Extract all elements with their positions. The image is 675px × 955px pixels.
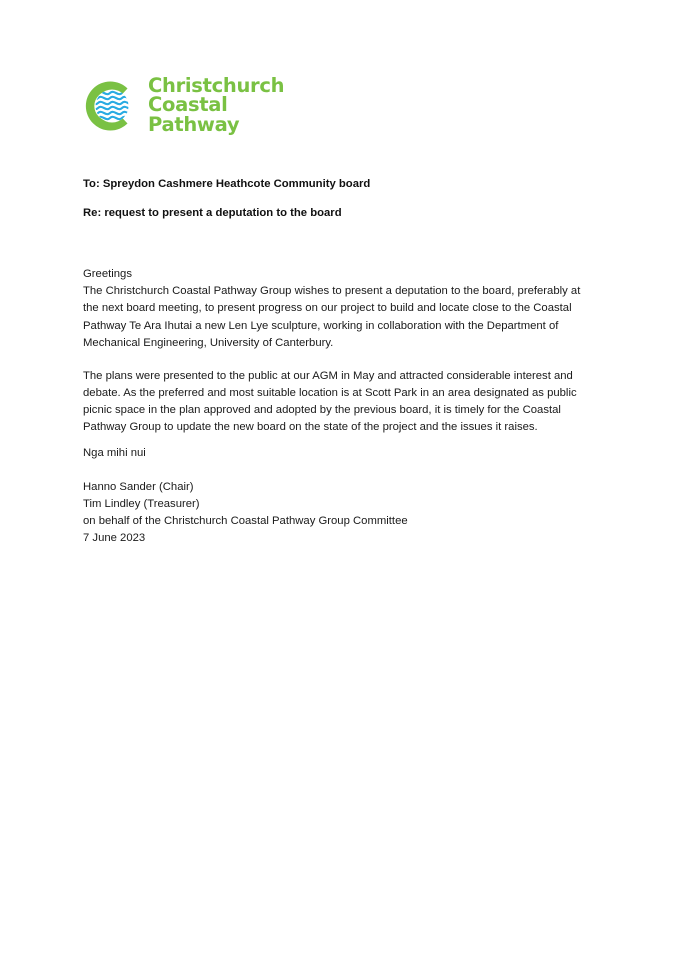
signature-block [83, 479, 585, 548]
signoff-line: Nga mihi nui [83, 447, 146, 460]
recipient-line: To: Spreydon Cashmere Heathcote Community board [83, 178, 371, 190]
body-paragraph-1: The Christchurch Coastal Pathway Group wishes to present a deputation to the board, preferably at the next board meeting, to present progress on our project to build and locate close to the Coastal Pathway Te Ara Ihutai a new Len Lye sculpture, working in collaboration with the Department of Mechanical Engineering, University of Canterbury. [83, 285, 581, 349]
coastal-pathway-mark-icon [79, 75, 141, 137]
body-paragraph-2: The plans were presented to the public at our AGM in May and attracted considerable interest and debate. As the preferred and most suitable location is at Scott Park in an area designated as public picnic space in the plan approved and adopted by the previous board, it is timely for the Coastal Pathway Group to update the new board on the state of the project and the issues it raises. [83, 369, 577, 434]
greeting-line: Greetings [83, 268, 132, 281]
logo-wordmark-line-1: Christchurch [148, 74, 285, 98]
logo-wordmark-line-2: Coastal [148, 93, 228, 117]
letter-date: 7 June 2023 [83, 532, 146, 545]
letter-content [83, 176, 585, 547]
logo-wordmark [148, 76, 284, 136]
signatory-chair: Hanno Sander (Chair) [83, 480, 194, 493]
on-behalf-line: on behalf of the Christchurch Coastal Pathway Group Committee [83, 514, 408, 527]
signatory-treasurer: Tim Lindley (Treasurer) [83, 497, 200, 510]
subject-line: Re: request to present a deputation to the board [83, 207, 342, 220]
logo-wordmark-line-3: Pathway [148, 112, 240, 136]
organisation-logo [79, 72, 285, 140]
letter-body [83, 266, 585, 547]
